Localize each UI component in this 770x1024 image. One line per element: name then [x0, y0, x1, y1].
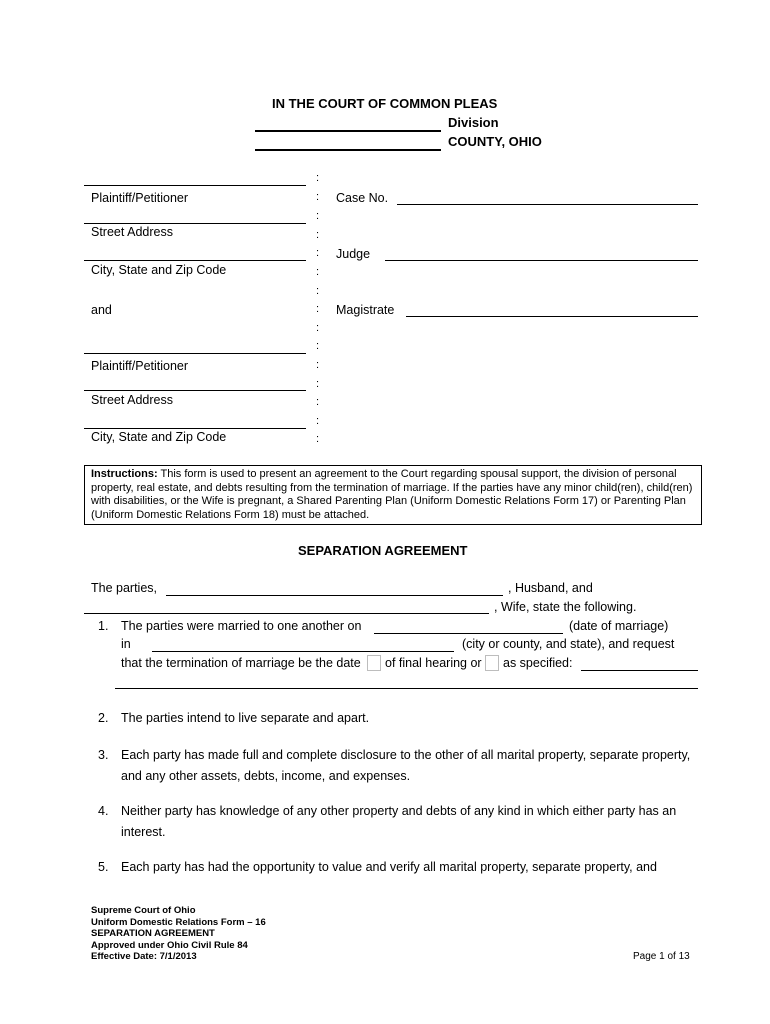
instructions-box — [84, 465, 702, 525]
party1-city-field[interactable] — [84, 260, 306, 261]
marriage-date-field[interactable] — [374, 633, 563, 634]
county-label: COUNTY, OHIO — [448, 134, 542, 149]
division-label: Division — [448, 115, 499, 130]
county-field[interactable] — [255, 149, 441, 151]
party2-address-label: Street Address — [91, 393, 173, 407]
husband-name-field[interactable] — [166, 595, 503, 596]
item1-number: 1. — [98, 619, 109, 633]
party1-name-field[interactable] — [84, 185, 306, 186]
agreement-title: SEPARATION AGREEMENT — [298, 543, 468, 558]
caption-colon: : — [316, 340, 320, 352]
wife-label: , Wife, state the following. — [494, 600, 637, 614]
item2-number: 2. — [98, 711, 109, 725]
item1-married-text: The parties were married to one another on — [121, 619, 362, 633]
judge-label: Judge — [336, 247, 371, 261]
item1-in-label: in — [121, 637, 131, 651]
case-no-label: Case No. — [336, 191, 389, 205]
caption-colon: : — [316, 322, 320, 334]
party2-city-field[interactable] — [84, 428, 306, 429]
caption-colon: : — [316, 396, 320, 408]
court-title: IN THE COURT OF COMMON PLEAS — [272, 96, 498, 111]
caption-colon: : — [316, 415, 320, 427]
caption-colon: : — [316, 303, 320, 315]
final-hearing-label: of final hearing or — [385, 656, 482, 670]
caption-colon: : — [316, 191, 320, 203]
as-specified-field-continued[interactable] — [115, 688, 698, 689]
party1-address-field[interactable] — [84, 223, 306, 224]
item5-text: Each party has had the opportunity to value and verify all marital property, separate property, and — [121, 860, 657, 874]
footer-line: Effective Date: 7/1/2013 — [91, 951, 197, 962]
footer-line: SEPARATION AGREEMENT — [91, 928, 215, 939]
footer-block — [91, 905, 266, 963]
item4-text: Neither party has knowledge of any other property and debts of any kind in which either party has an interest. — [121, 804, 677, 839]
magistrate-label: Magistrate — [336, 303, 395, 317]
caption-colon: : — [316, 210, 320, 222]
as-specified-checkbox[interactable] — [485, 655, 499, 671]
parties-label: The parties, — [91, 581, 158, 595]
wife-name-field[interactable] — [84, 613, 489, 614]
caption-colon: : — [316, 172, 320, 184]
item1-termination-text: that the termination of marriage be the date — [121, 656, 361, 670]
page-number: Page 1 of 13 — [633, 951, 690, 962]
item4-number: 4. — [98, 804, 109, 818]
party1-city-label: City, State and Zip Code — [91, 263, 227, 277]
caption-colon: : — [316, 433, 320, 445]
instructions-text: This form is used to present an agreement to the Court regarding spousal support, the division of personal property, real estate, and debts resulting from the termination of marriage. If the parties have any minor child(ren), child(ren) with disabilities, or the Wife is pregnant, a Shared Parenting Plan (Uniform Domestic Relations Form 17) or Parenting Plan (Uniform Domestic Relations Form 18) must be attached. — [91, 468, 693, 521]
marriage-date-label: (date of marriage) — [569, 619, 669, 633]
party2-name-field[interactable] — [84, 353, 306, 354]
footer-line: Approved under Ohio Civil Rule 84 — [91, 939, 248, 951]
party1-name-label: Plaintiff/Petitioner — [91, 191, 189, 205]
item5-number: 5. — [98, 860, 109, 874]
case-no-field[interactable] — [397, 204, 698, 205]
instructions-heading: Instructions: — [91, 468, 158, 480]
party2-city-label: City, State and Zip Code — [91, 430, 227, 444]
caption-colon: : — [316, 229, 320, 241]
marriage-place-field[interactable] — [152, 651, 454, 652]
division-field[interactable] — [255, 130, 441, 132]
caption-colon: : — [316, 247, 320, 259]
caption-colon: : — [316, 359, 320, 371]
as-specified-label: as specified: — [503, 656, 573, 670]
caption-colon: : — [316, 266, 320, 278]
husband-label: , Husband, and — [508, 581, 593, 595]
judge-field[interactable] — [385, 260, 698, 261]
footer-line: Supreme Court of Ohio — [91, 905, 196, 916]
party1-address-label: Street Address — [91, 225, 173, 239]
party2-address-field[interactable] — [84, 390, 306, 391]
and-label: and — [91, 303, 112, 317]
footer-line: Uniform Domestic Relations Form – 16 — [91, 916, 266, 928]
as-specified-field[interactable] — [581, 670, 698, 671]
item2-text: The parties intend to live separate and apart. — [121, 711, 370, 725]
final-hearing-checkbox[interactable] — [367, 655, 381, 671]
caption-colon: : — [316, 285, 320, 297]
marriage-place-label: (city or county, and state), and request — [462, 637, 675, 651]
caption-colon: : — [316, 378, 320, 390]
magistrate-field[interactable] — [406, 316, 698, 317]
party2-name-label: Plaintiff/Petitioner — [91, 359, 189, 373]
item3-text: Each party has made full and complete disclosure to the other of all marital property, separate property, and any other assets, debts, income, and expenses. — [121, 748, 691, 783]
item3-number: 3. — [98, 748, 109, 762]
